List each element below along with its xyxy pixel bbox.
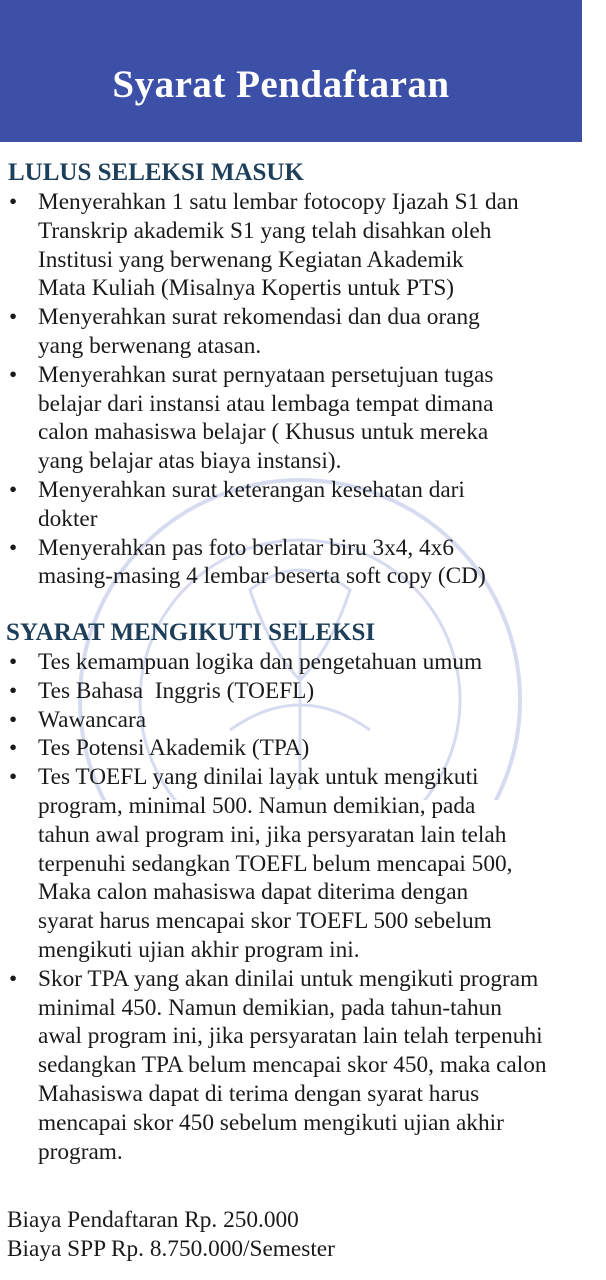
section-heading: SYARAT MENGIKUTI SELEKSI [6, 619, 376, 646]
list-item-line: program, minimal 500. Namun demikian, pada [38, 792, 476, 819]
bullet-icon: • [9, 534, 18, 561]
list-item-line: dokter [38, 505, 98, 532]
list-item [0, 763, 606, 965]
list-item-line: Wawancara [38, 706, 147, 733]
bullet-icon: • [9, 764, 18, 791]
bullet-icon: • [9, 189, 18, 215]
list-item-line: terpenuhi sedangkan TOEFL belum mencapai 500, [38, 850, 513, 877]
list-item-line: syarat harus mencapai skor TOEFL 500 sebelum [38, 908, 492, 935]
list-item [0, 648, 606, 677]
list-item [0, 476, 606, 534]
list-item-line: Menyerahkan surat rekomendasi dan dua orang [38, 304, 480, 331]
requirement-list [0, 648, 606, 1166]
bullet-icon: • [9, 649, 18, 675]
bullet-icon: • [9, 706, 18, 733]
list-item [0, 303, 606, 361]
list-item-line: Menyerahkan surat keterangan kesehatan dari [38, 476, 465, 503]
list-item-line: yang berwenang atasan. [38, 332, 262, 359]
list-item-line: Maka calon mahasiswa dapat diterima dengan [38, 879, 469, 906]
bullet-icon: • [9, 361, 18, 388]
list-item-line: Tes Bahasa Inggris (TOEFL) [38, 677, 315, 704]
section-heading: LULUS SELEKSI MASUK [8, 159, 304, 186]
list-item-line: Tes kemampuan logika dan pengetahuan umum [38, 649, 483, 675]
list-item [0, 965, 606, 1167]
list-item [0, 677, 606, 706]
list-item-line: yang belajar atas biaya instansi). [38, 448, 342, 475]
list-item-line: mengikuti ujian akhir program ini. [38, 936, 360, 963]
section-syarat-mengikuti-seleksi [0, 618, 606, 1166]
tuition-fee: Biaya SPP Rp. 8.750.000/Semester [7, 1236, 335, 1262]
list-item-line: mencapai skor 450 sebelum mengikuti ujian akhir [38, 1109, 504, 1136]
bullet-icon: • [9, 965, 18, 992]
list-item-line: Menyerahkan pas foto berlatar biru 3x4, 4x6 [38, 534, 454, 561]
list-item-line: sedangkan TPA belum mencapai skor 450, maka calon [38, 1052, 547, 1079]
list-item [0, 734, 606, 763]
bullet-icon: • [9, 304, 18, 331]
list-item-line: Menyerahkan surat pernyataan persetujuan tugas [38, 361, 494, 388]
bullet-icon: • [9, 735, 18, 762]
bullet-icon: • [9, 476, 18, 503]
fees-info [7, 1206, 335, 1264]
list-item-line: Menyerahkan 1 satu lembar fotocopy Ijazah S1 dan [38, 189, 519, 215]
list-item-line: Institusi yang berwenang Kegiatan Akademik [38, 246, 464, 273]
list-item-line: minimal 450. Namun demikian, pada tahun-tahun [38, 994, 502, 1021]
list-item [0, 534, 606, 592]
bullet-icon: • [9, 677, 18, 704]
list-item-line: program. [38, 1138, 123, 1165]
list-item-line: awal program ini, jika persyaratan lain telah terpenuhi [38, 1023, 543, 1050]
list-item-line: Mahasiswa dapat di terima dengan syarat harus [38, 1080, 480, 1107]
list-item-line: Transkrip akademik S1 yang telah disahkan oleh [38, 217, 492, 244]
list-item-line: Tes TOEFL yang dinilai layak untuk mengikuti [38, 764, 479, 791]
page-title: Syarat Pendaftaran [112, 63, 450, 106]
registration-fee: Biaya Pendaftaran Rp. 250.000 [7, 1207, 299, 1233]
list-item-line: Tes Potensi Akademik (TPA) [38, 735, 310, 762]
requirement-list [0, 188, 606, 591]
list-item-line: calon mahasiswa belajar ( Khusus untuk mereka [38, 419, 489, 446]
list-item-line: Skor TPA yang akan dinilai untuk mengikuti program [38, 965, 539, 992]
section-lulus-seleksi-masuk [0, 158, 606, 591]
list-item [0, 188, 606, 303]
list-item [0, 361, 606, 476]
list-item-line: masing-masing 4 lembar beserta soft copy (CD) [38, 563, 486, 590]
list-item-line: Mata Kuliah (Misalnya Kopertis untuk PTS) [38, 275, 455, 302]
list-item [0, 706, 606, 735]
list-item-line: belajar dari instansi atau lembaga tempat dimana [38, 390, 494, 417]
list-item-line: tahun awal program ini, jika persyaratan lain telah [38, 821, 507, 848]
